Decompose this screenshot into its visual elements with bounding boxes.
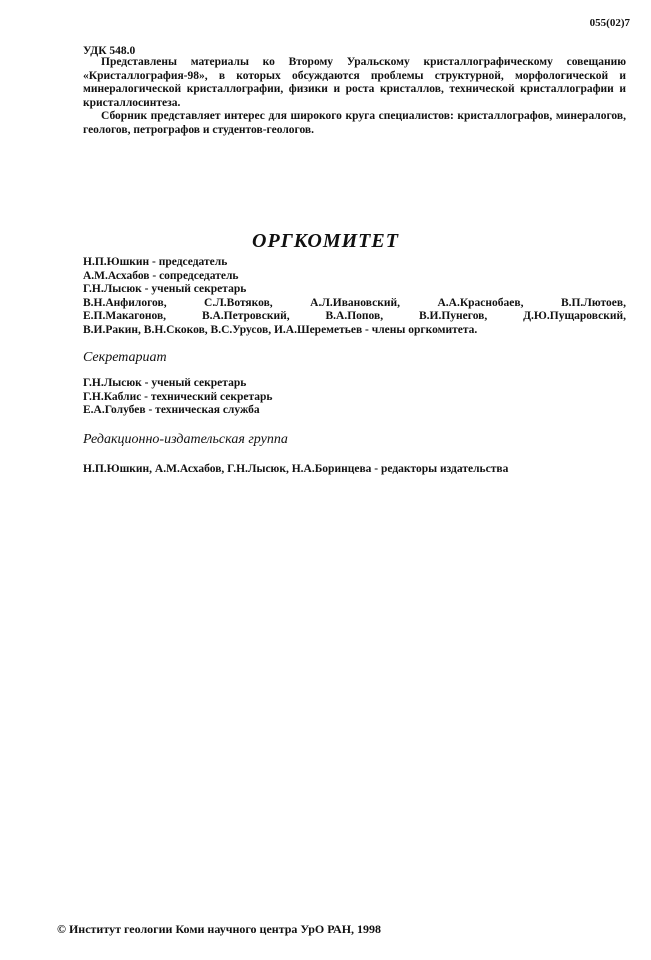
secretariat-title: Секретариат bbox=[83, 350, 167, 365]
member-name: В.А.Попов, bbox=[325, 310, 384, 322]
abstract bbox=[83, 56, 626, 137]
member-name: С.Л.Вотяков, bbox=[204, 296, 273, 309]
document-code: 055(02)7 bbox=[589, 17, 630, 29]
committee-cochair: А.М.Асхабов - сопредседатель bbox=[83, 269, 239, 282]
member-name: А.А.Краснобаев, bbox=[437, 296, 524, 309]
udk-code: УДК 548.0 bbox=[83, 45, 136, 57]
member-name: Е.П.Макагонов, bbox=[83, 310, 167, 322]
member-name: В.Н.Анфилогов, bbox=[83, 296, 167, 309]
list-item: Г.Н.Лысюк - ученый секретарь bbox=[83, 377, 247, 389]
copyright-notice: © Институт геологии Коми научного центра УрО РАН, 1998 bbox=[57, 922, 382, 936]
committee-members-row bbox=[83, 310, 626, 324]
editorial-title: Редакционно-издательская группа bbox=[83, 432, 288, 447]
committee-members-row: В.И.Ракин, В.Н.Скоков, В.С.Урусов, И.А.Шереметьев - члены оргкомитета. bbox=[83, 323, 478, 336]
member-name: А.Л.Ивановский, bbox=[310, 296, 400, 309]
committee-chair: Н.П.Юшкин - председатель bbox=[83, 256, 228, 268]
committee-secretary: Г.Н.Лысюк - ученый секретарь bbox=[83, 283, 247, 295]
orgcommittee-list bbox=[83, 256, 626, 337]
member-name: В.И.Пунегов, bbox=[418, 310, 488, 322]
member-name: Д.Ю.Пущаровский, bbox=[523, 310, 626, 322]
orgcommittee-title: ОРГКОМИТЕТ bbox=[252, 230, 399, 252]
member-name: В.А.Петровский, bbox=[201, 310, 290, 322]
member-name: В.П.Лютоев, bbox=[560, 296, 626, 309]
editorial-text: Н.П.Юшкин, А.М.Асхабов, Г.Н.Лысюк, Н.А.Боринцева - редакторы издательства bbox=[83, 463, 509, 475]
committee-members-row bbox=[83, 297, 626, 311]
abstract-paragraph: Представлены материалы ко Второму Уральскому кристаллографическому совещанию «Кристаллография-98», в которых обсуждаются проблемы структурной, морфологической и минералогической кристаллографии, физики и роста кристаллов, технической кристаллографии и кристаллосинтеза. bbox=[83, 56, 626, 109]
list-item: Е.А.Голубев - техническая служба bbox=[83, 404, 260, 416]
list-item: Г.Н.Каблис - технический секретарь bbox=[83, 390, 273, 403]
abstract-paragraph: Сборник представляет интерес для широкого круга специалистов: кристаллографов, минералогов, геологов, петрографов и студентов-геологов. bbox=[83, 110, 626, 136]
secretariat-list bbox=[83, 377, 272, 418]
